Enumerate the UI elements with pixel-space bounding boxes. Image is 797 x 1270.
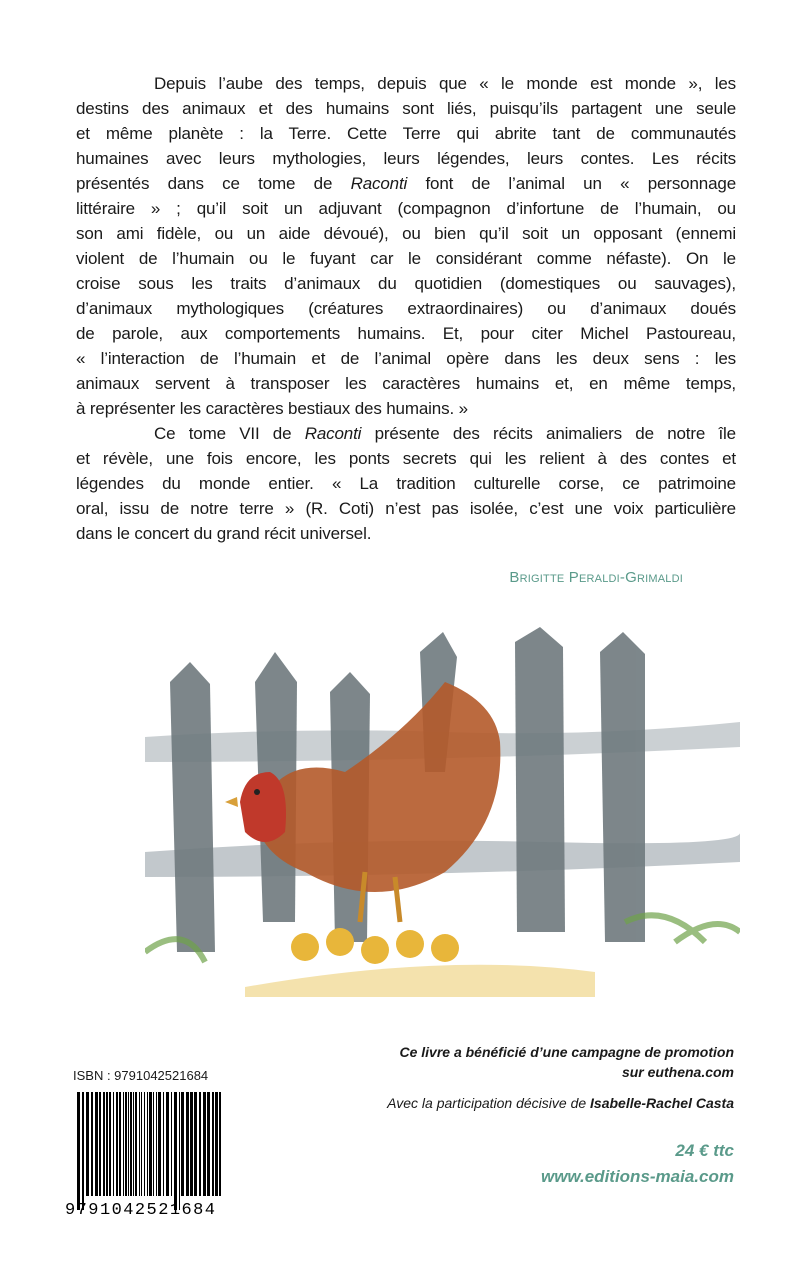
- text-line: [76, 396, 736, 421]
- text-line: [76, 271, 736, 296]
- promo-line-1: Ce livre a bénéficié d’une campagne de promotion: [399, 1044, 734, 1060]
- text-segment: oral, issu de notre terre » (R. Coti) n’est pas isolée, c’est une voix particulière: [76, 499, 736, 518]
- text-segment: et révèle, une fois encore, les ponts secrets qui les relient à des contes et: [76, 449, 736, 468]
- barcode-bar: [77, 1092, 80, 1210]
- straw: [245, 965, 595, 997]
- barcode-bar: [156, 1092, 157, 1196]
- barcode-bar: [199, 1092, 201, 1196]
- participation-prefix: Avec la participation décisive de: [387, 1095, 591, 1111]
- text-segment: Depuis l’aube des temps, depuis que « le monde est monde », les: [154, 74, 736, 93]
- text-segment: à représenter les caractères bestiaux des humains. »: [76, 399, 468, 418]
- text-line: [76, 496, 736, 521]
- text-line: [76, 71, 736, 96]
- text-segment: dans le concert du grand récit universel.: [76, 524, 372, 543]
- barcode-bar: [149, 1092, 152, 1196]
- text-line: [76, 171, 736, 196]
- barcode-bar: [158, 1092, 161, 1196]
- text-line: [76, 221, 736, 246]
- barcode-bar: [130, 1092, 132, 1196]
- barcode-bar: [186, 1092, 189, 1196]
- book-title: Raconti: [350, 174, 408, 193]
- barcode-bar: [190, 1092, 193, 1196]
- text-line: [76, 296, 736, 321]
- barcode-bar: [135, 1092, 137, 1196]
- back-cover-text: [76, 71, 736, 546]
- barcode-bar: [166, 1092, 169, 1196]
- barcode-bar: [119, 1092, 121, 1196]
- promotion-notice: [387, 1042, 734, 1113]
- barcode-bar: [109, 1092, 111, 1196]
- chicks: [291, 928, 459, 964]
- text-line: [76, 246, 736, 271]
- barcode-bar: [99, 1092, 101, 1196]
- text-line: [76, 146, 736, 171]
- barcode-bar: [144, 1092, 145, 1196]
- barcode-bar: [123, 1092, 124, 1196]
- text-line: [76, 321, 736, 346]
- barcode-bar: [194, 1092, 197, 1196]
- barcode-bar: [86, 1092, 89, 1196]
- text-segment: et même planète : la Terre. Cette Terre qui abrite tant de communautés: [76, 124, 736, 143]
- barcode-bar: [139, 1092, 140, 1196]
- text-segment: croise sous les traits d’animaux du quotidien (domestiques ou sauvages),: [76, 274, 736, 293]
- promo-line-2: sur euthena.com: [621, 1064, 734, 1080]
- barcode-bar: [153, 1092, 154, 1196]
- barcode-bar: [174, 1092, 177, 1210]
- participation-name: Isabelle-Rachel Casta: [590, 1095, 734, 1111]
- text-line: [76, 346, 736, 371]
- hen-and-chicks-illustration: [145, 622, 740, 1002]
- text-segment: font de l’animal un « personnage: [407, 174, 736, 193]
- text-segment: présentés dans ce tome de: [76, 174, 351, 193]
- barcode-bar: [82, 1092, 84, 1210]
- text-segment: son ami fidèle, ou un aide dévoué), ou bien qu’il soit un opposant (ennemi: [76, 224, 736, 243]
- text-segment: présente des récits animaliers de notre île: [361, 424, 736, 443]
- text-segment: Ce tome VII de: [154, 424, 305, 443]
- barcode-bar: [133, 1092, 134, 1196]
- text-segment: animaux servent à transposer les caractères humains et, en même temps,: [76, 374, 736, 393]
- text-line: [76, 421, 736, 446]
- barcode-bar: [219, 1092, 221, 1196]
- barcode-bar: [95, 1092, 98, 1196]
- author-signature: Brigitte Peraldi-Grimaldi: [509, 569, 683, 586]
- barcode-bar: [113, 1092, 114, 1196]
- barcode-bar: [163, 1092, 164, 1196]
- isbn-barcode: [65, 1092, 225, 1217]
- book-title: Raconti: [304, 424, 362, 443]
- text-segment: d’animaux mythologiques (créatures extraordinaires) ou d’animaux doués: [76, 299, 736, 318]
- barcode-bar: [116, 1092, 118, 1196]
- barcode-bar: [103, 1092, 105, 1196]
- barcode-bar: [179, 1092, 180, 1210]
- text-segment: de parole, aux comportements humains. Et, pour citer Michel Pastoureau,: [76, 324, 736, 343]
- barcode-bar: [147, 1092, 148, 1196]
- text-segment: légendes du monde entier. « La tradition culturelle corse, ce patrimoine: [76, 474, 736, 493]
- isbn-label: ISBN : 9791042521684: [73, 1068, 209, 1083]
- text-line: [76, 96, 736, 121]
- barcode-bar: [91, 1092, 93, 1196]
- barcode-bar: [212, 1092, 214, 1196]
- barcode-bar: [203, 1092, 206, 1196]
- text-segment: violent de l’humain ou le fuyant car le considérant comme néfaste). On le: [76, 249, 736, 268]
- barcode-bar: [181, 1092, 184, 1196]
- barcode-bar: [128, 1092, 129, 1196]
- price-block: [541, 1138, 734, 1190]
- publisher-website[interactable]: www.editions-maia.com: [540, 1167, 734, 1186]
- barcode-bar: [141, 1092, 142, 1196]
- text-line: [76, 521, 736, 546]
- text-line: [76, 196, 736, 221]
- barcode-bar: [215, 1092, 218, 1196]
- barcode-bar: [207, 1092, 210, 1196]
- text-line: [76, 471, 736, 496]
- text-line: [76, 121, 736, 146]
- text-line: [76, 371, 736, 396]
- text-segment: littéraire » ; qu’il soit un adjuvant (compagnon d’infortune de l’humain, ou: [76, 199, 736, 218]
- text-segment: humaines avec leurs mythologies, leurs légendes, leurs contes. Les récits: [76, 149, 736, 168]
- text-line: [76, 446, 736, 471]
- barcode-bar: [125, 1092, 127, 1196]
- price: 24 € ttc: [675, 1141, 734, 1160]
- barcode-digits: 9791042521684: [65, 1201, 215, 1217]
- barcode-bar: [106, 1092, 108, 1196]
- text-segment: « l’interaction de l’humain et de l’animal opère dans les deux sens : les: [76, 349, 736, 368]
- barcode-bar: [171, 1092, 172, 1196]
- text-segment: destins des animaux et des humains sont liés, puisqu’ils partagent une seule: [76, 99, 736, 118]
